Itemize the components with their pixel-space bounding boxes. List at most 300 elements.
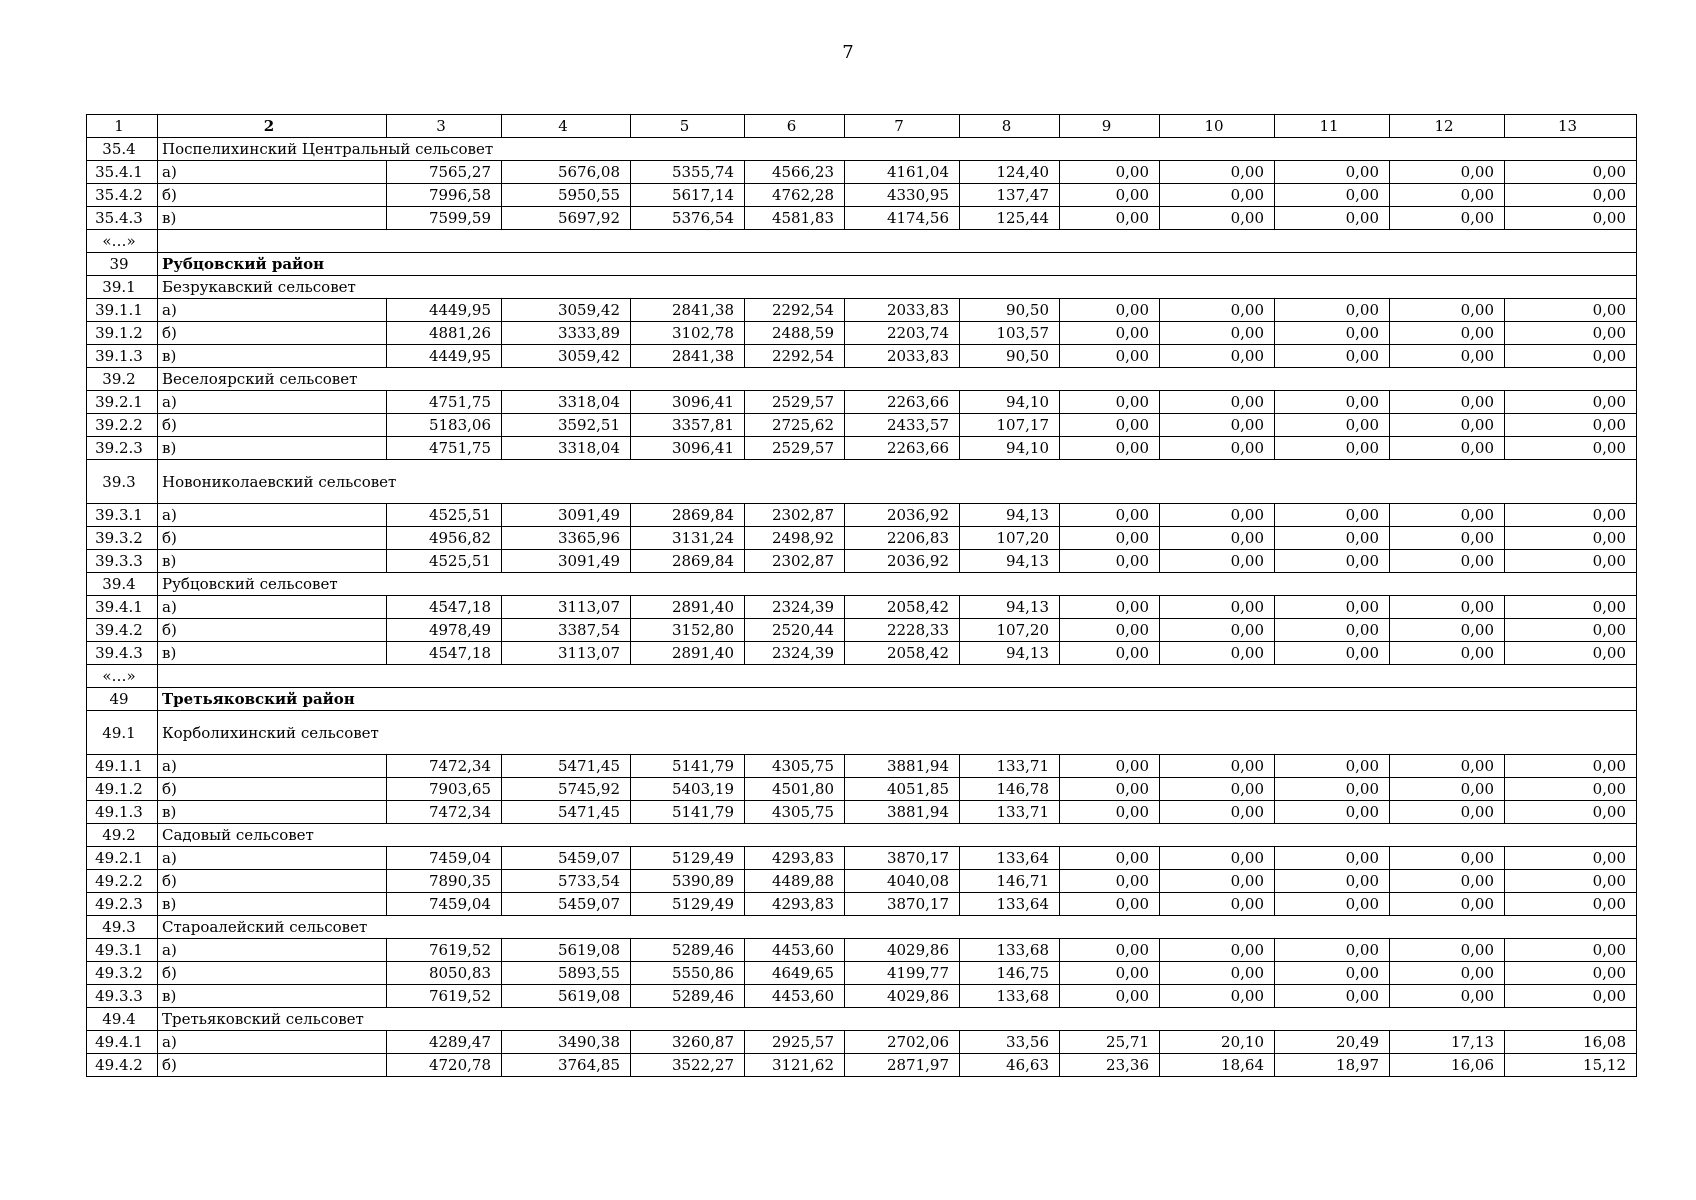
cell-col-4: 3592,51 (502, 414, 631, 437)
row-label: в) (158, 345, 387, 368)
cell-col-3: 7459,04 (387, 893, 502, 916)
row-label: б) (158, 778, 387, 801)
cell-col-5: 5550,86 (631, 962, 745, 985)
cell-col-9: 0,00 (1060, 642, 1160, 665)
cell-col-9: 0,00 (1060, 870, 1160, 893)
cell-col-4: 3113,07 (502, 596, 631, 619)
cell-col-4: 5697,92 (502, 207, 631, 230)
row-code: 39.2.2 (87, 414, 158, 437)
cell-col-11: 0,00 (1275, 642, 1390, 665)
cell-col-5: 3096,41 (631, 437, 745, 460)
row-code: 49.3.2 (87, 962, 158, 985)
cell-col-6: 2725,62 (745, 414, 845, 437)
cell-col-6: 2529,57 (745, 437, 845, 460)
cell-col-9: 0,00 (1060, 619, 1160, 642)
row-code: 39.2.1 (87, 391, 158, 414)
district-name: Третьяковский район (158, 688, 1637, 711)
cell-col-11: 0,00 (1275, 619, 1390, 642)
cell-col-10: 0,00 (1160, 642, 1275, 665)
group-code: 39.3 (87, 460, 158, 504)
row-code: 39.3.1 (87, 504, 158, 527)
cell-col-13: 0,00 (1505, 504, 1637, 527)
cell-col-11: 0,00 (1275, 962, 1390, 985)
row-code: 49.2.2 (87, 870, 158, 893)
cell-col-6: 4293,83 (745, 847, 845, 870)
cell-col-8: 133,68 (960, 985, 1060, 1008)
row-code: 49.3.1 (87, 939, 158, 962)
omission-row (87, 665, 1637, 688)
row-label: в) (158, 207, 387, 230)
cell-col-12: 0,00 (1390, 893, 1505, 916)
cell-col-5: 3260,87 (631, 1031, 745, 1054)
cell-col-5: 3096,41 (631, 391, 745, 414)
column-header-10: 10 (1160, 115, 1275, 138)
cell-col-11: 0,00 (1275, 847, 1390, 870)
cell-col-7: 2203,74 (845, 322, 960, 345)
cell-col-9: 0,00 (1060, 550, 1160, 573)
cell-col-13: 0,00 (1505, 550, 1637, 573)
cell-col-10: 0,00 (1160, 161, 1275, 184)
table-row (87, 985, 1637, 1008)
cell-col-3: 4547,18 (387, 596, 502, 619)
cell-col-11: 0,00 (1275, 755, 1390, 778)
cell-col-7: 3881,94 (845, 801, 960, 824)
cell-col-7: 3870,17 (845, 893, 960, 916)
cell-col-13: 0,00 (1505, 778, 1637, 801)
cell-col-12: 0,00 (1390, 550, 1505, 573)
row-code: 35.4.1 (87, 161, 158, 184)
cell-col-7: 4029,86 (845, 985, 960, 1008)
column-header-6: 6 (745, 115, 845, 138)
cell-col-5: 2841,38 (631, 299, 745, 322)
omission-mark: «…» (87, 230, 158, 253)
cell-col-9: 23,36 (1060, 1054, 1160, 1077)
row-label: б) (158, 527, 387, 550)
cell-col-10: 0,00 (1160, 184, 1275, 207)
cell-col-12: 16,06 (1390, 1054, 1505, 1077)
cell-col-10: 0,00 (1160, 847, 1275, 870)
cell-col-7: 4029,86 (845, 939, 960, 962)
cell-col-3: 4720,78 (387, 1054, 502, 1077)
cell-col-8: 33,56 (960, 1031, 1060, 1054)
cell-col-10: 0,00 (1160, 322, 1275, 345)
cell-col-3: 4956,82 (387, 527, 502, 550)
cell-col-7: 4051,85 (845, 778, 960, 801)
row-label: б) (158, 962, 387, 985)
cell-col-3: 8050,83 (387, 962, 502, 985)
group-name: Новониколаевский сельсовет (158, 460, 1637, 504)
cell-col-6: 4566,23 (745, 161, 845, 184)
cell-col-13: 0,00 (1505, 985, 1637, 1008)
cell-col-5: 5129,49 (631, 893, 745, 916)
cell-col-4: 5893,55 (502, 962, 631, 985)
cell-col-13: 0,00 (1505, 596, 1637, 619)
cell-col-12: 0,00 (1390, 437, 1505, 460)
cell-col-10: 0,00 (1160, 619, 1275, 642)
cell-col-9: 0,00 (1060, 778, 1160, 801)
cell-col-8: 94,13 (960, 504, 1060, 527)
cell-col-3: 4289,47 (387, 1031, 502, 1054)
column-header-4: 4 (502, 115, 631, 138)
cell-col-5: 2841,38 (631, 345, 745, 368)
row-code: 39.4.2 (87, 619, 158, 642)
cell-col-9: 25,71 (1060, 1031, 1160, 1054)
cell-col-5: 5141,79 (631, 755, 745, 778)
row-code: 49.2.1 (87, 847, 158, 870)
cell-col-11: 0,00 (1275, 527, 1390, 550)
group-code: 39.4 (87, 573, 158, 596)
row-code: 49.1.1 (87, 755, 158, 778)
row-label: а) (158, 161, 387, 184)
group-code: 39.2 (87, 368, 158, 391)
table-row (87, 207, 1637, 230)
table-row (87, 391, 1637, 414)
row-code: 49.3.3 (87, 985, 158, 1008)
table-row (87, 755, 1637, 778)
cell-col-10: 0,00 (1160, 893, 1275, 916)
cell-col-11: 0,00 (1275, 801, 1390, 824)
settlement-row (87, 1008, 1637, 1031)
cell-col-7: 2036,92 (845, 504, 960, 527)
cell-col-13: 0,00 (1505, 345, 1637, 368)
table-row (87, 596, 1637, 619)
group-code: 35.4 (87, 138, 158, 161)
cell-col-13: 0,00 (1505, 619, 1637, 642)
cell-col-5: 3131,24 (631, 527, 745, 550)
cell-col-4: 5745,92 (502, 778, 631, 801)
cell-col-6: 4305,75 (745, 755, 845, 778)
column-header-8: 8 (960, 115, 1060, 138)
cell-col-5: 3357,81 (631, 414, 745, 437)
cell-col-13: 0,00 (1505, 414, 1637, 437)
cell-col-8: 133,71 (960, 801, 1060, 824)
group-code: 49.4 (87, 1008, 158, 1031)
omission-filler (158, 230, 1637, 253)
table-row (87, 299, 1637, 322)
cell-col-7: 2702,06 (845, 1031, 960, 1054)
cell-col-4: 5676,08 (502, 161, 631, 184)
group-name: Староалейский сельсовет (158, 916, 1637, 939)
group-name: Садовый сельсовет (158, 824, 1637, 847)
table-row (87, 322, 1637, 345)
cell-col-9: 0,00 (1060, 207, 1160, 230)
cell-col-12: 0,00 (1390, 619, 1505, 642)
cell-col-8: 107,20 (960, 619, 1060, 642)
table-row (87, 893, 1637, 916)
cell-col-6: 2302,87 (745, 550, 845, 573)
cell-col-6: 4762,28 (745, 184, 845, 207)
table-row (87, 1031, 1637, 1054)
cell-col-8: 133,68 (960, 939, 1060, 962)
cell-col-9: 0,00 (1060, 847, 1160, 870)
cell-col-9: 0,00 (1060, 755, 1160, 778)
cell-col-6: 4453,60 (745, 939, 845, 962)
cell-col-9: 0,00 (1060, 939, 1160, 962)
row-label: в) (158, 437, 387, 460)
cell-col-6: 2520,44 (745, 619, 845, 642)
cell-col-4: 3318,04 (502, 437, 631, 460)
district-code: 49 (87, 688, 158, 711)
cell-col-6: 4501,80 (745, 778, 845, 801)
cell-col-12: 0,00 (1390, 962, 1505, 985)
table-row (87, 161, 1637, 184)
cell-col-6: 4489,88 (745, 870, 845, 893)
cell-col-10: 0,00 (1160, 345, 1275, 368)
table-row (87, 619, 1637, 642)
row-label: б) (158, 619, 387, 642)
table-row (87, 184, 1637, 207)
cell-col-6: 2529,57 (745, 391, 845, 414)
cell-col-12: 0,00 (1390, 345, 1505, 368)
cell-col-5: 5617,14 (631, 184, 745, 207)
cell-col-12: 0,00 (1390, 391, 1505, 414)
cell-col-7: 2033,83 (845, 299, 960, 322)
cell-col-9: 0,00 (1060, 527, 1160, 550)
cell-col-4: 3091,49 (502, 550, 631, 573)
cell-col-12: 0,00 (1390, 527, 1505, 550)
cell-col-8: 137,47 (960, 184, 1060, 207)
cell-col-4: 3113,07 (502, 642, 631, 665)
cell-col-6: 2925,57 (745, 1031, 845, 1054)
cell-col-9: 0,00 (1060, 437, 1160, 460)
settlement-row (87, 276, 1637, 299)
cell-col-7: 2228,33 (845, 619, 960, 642)
cell-col-13: 0,00 (1505, 847, 1637, 870)
cell-col-10: 0,00 (1160, 504, 1275, 527)
cell-col-13: 15,12 (1505, 1054, 1637, 1077)
table-row (87, 870, 1637, 893)
cell-col-12: 0,00 (1390, 847, 1505, 870)
cell-col-13: 0,00 (1505, 801, 1637, 824)
cell-col-10: 0,00 (1160, 437, 1275, 460)
row-label: а) (158, 755, 387, 778)
table-body (87, 115, 1637, 1077)
cell-col-8: 146,71 (960, 870, 1060, 893)
row-label: б) (158, 322, 387, 345)
table-row (87, 801, 1637, 824)
cell-col-10: 0,00 (1160, 962, 1275, 985)
cell-col-7: 4161,04 (845, 161, 960, 184)
cell-col-8: 133,64 (960, 847, 1060, 870)
district-row (87, 688, 1637, 711)
district-code: 39 (87, 253, 158, 276)
cell-col-13: 0,00 (1505, 527, 1637, 550)
omission-row (87, 230, 1637, 253)
cell-col-11: 18,97 (1275, 1054, 1390, 1077)
cell-col-13: 0,00 (1505, 893, 1637, 916)
cell-col-8: 90,50 (960, 299, 1060, 322)
cell-col-5: 5376,54 (631, 207, 745, 230)
cell-col-10: 0,00 (1160, 299, 1275, 322)
row-code: 39.3.2 (87, 527, 158, 550)
cell-col-12: 0,00 (1390, 184, 1505, 207)
cell-col-12: 0,00 (1390, 801, 1505, 824)
cell-col-6: 2488,59 (745, 322, 845, 345)
cell-col-11: 0,00 (1275, 437, 1390, 460)
table-row (87, 642, 1637, 665)
cell-col-13: 0,00 (1505, 437, 1637, 460)
cell-col-3: 7890,35 (387, 870, 502, 893)
row-label: б) (158, 870, 387, 893)
row-label: а) (158, 847, 387, 870)
cell-col-11: 0,00 (1275, 504, 1390, 527)
cell-col-6: 4581,83 (745, 207, 845, 230)
cell-col-4: 3059,42 (502, 299, 631, 322)
cell-col-7: 2058,42 (845, 596, 960, 619)
cell-col-13: 0,00 (1505, 207, 1637, 230)
cell-col-9: 0,00 (1060, 985, 1160, 1008)
cell-col-8: 124,40 (960, 161, 1060, 184)
cell-col-4: 3387,54 (502, 619, 631, 642)
omission-filler (158, 665, 1637, 688)
cell-col-5: 3102,78 (631, 322, 745, 345)
cell-col-7: 4040,08 (845, 870, 960, 893)
cell-col-11: 0,00 (1275, 322, 1390, 345)
cell-col-8: 107,20 (960, 527, 1060, 550)
cell-col-8: 94,10 (960, 391, 1060, 414)
cell-col-10: 0,00 (1160, 939, 1275, 962)
cell-col-9: 0,00 (1060, 391, 1160, 414)
cell-col-12: 0,00 (1390, 870, 1505, 893)
settlement-row (87, 573, 1637, 596)
cell-col-3: 4978,49 (387, 619, 502, 642)
table-row (87, 939, 1637, 962)
group-name: Веселоярский сельсовет (158, 368, 1637, 391)
cell-col-5: 5403,19 (631, 778, 745, 801)
cell-col-3: 4449,95 (387, 299, 502, 322)
cell-col-6: 2324,39 (745, 642, 845, 665)
row-code: 39.1.2 (87, 322, 158, 345)
cell-col-13: 16,08 (1505, 1031, 1637, 1054)
cell-col-7: 2033,83 (845, 345, 960, 368)
cell-col-6: 2324,39 (745, 596, 845, 619)
row-code: 39.1.1 (87, 299, 158, 322)
cell-col-11: 0,00 (1275, 345, 1390, 368)
cell-col-8: 103,57 (960, 322, 1060, 345)
cell-col-8: 94,13 (960, 596, 1060, 619)
cell-col-13: 0,00 (1505, 184, 1637, 207)
cell-col-6: 2292,54 (745, 345, 845, 368)
cell-col-11: 0,00 (1275, 414, 1390, 437)
cell-col-10: 0,00 (1160, 527, 1275, 550)
cell-col-3: 5183,06 (387, 414, 502, 437)
cell-col-4: 5459,07 (502, 847, 631, 870)
cell-col-11: 0,00 (1275, 985, 1390, 1008)
cell-col-11: 0,00 (1275, 391, 1390, 414)
cell-col-4: 3059,42 (502, 345, 631, 368)
district-row (87, 253, 1637, 276)
cell-col-10: 18,64 (1160, 1054, 1275, 1077)
table-row (87, 504, 1637, 527)
row-label: в) (158, 801, 387, 824)
cell-col-4: 3365,96 (502, 527, 631, 550)
group-code: 49.3 (87, 916, 158, 939)
column-header-7: 7 (845, 115, 960, 138)
cell-col-9: 0,00 (1060, 504, 1160, 527)
cell-col-11: 0,00 (1275, 778, 1390, 801)
cell-col-3: 7903,65 (387, 778, 502, 801)
settlement-row (87, 916, 1637, 939)
cell-col-9: 0,00 (1060, 299, 1160, 322)
cell-col-5: 3522,27 (631, 1054, 745, 1077)
row-label: б) (158, 1054, 387, 1077)
cell-col-10: 0,00 (1160, 414, 1275, 437)
cell-col-3: 7472,34 (387, 801, 502, 824)
cell-col-3: 4881,26 (387, 322, 502, 345)
cell-col-10: 0,00 (1160, 550, 1275, 573)
column-header-12: 12 (1390, 115, 1505, 138)
column-header-2: 2 (158, 115, 387, 138)
row-code: 35.4.2 (87, 184, 158, 207)
group-name: Безрукавский сельсовет (158, 276, 1637, 299)
cell-col-3: 4449,95 (387, 345, 502, 368)
table-row (87, 847, 1637, 870)
cell-col-4: 5733,54 (502, 870, 631, 893)
cell-col-7: 2263,66 (845, 391, 960, 414)
cell-col-11: 0,00 (1275, 596, 1390, 619)
cell-col-5: 5129,49 (631, 847, 745, 870)
row-code: 35.4.3 (87, 207, 158, 230)
table-row (87, 414, 1637, 437)
cell-col-8: 133,71 (960, 755, 1060, 778)
cell-col-8: 146,75 (960, 962, 1060, 985)
row-code: 39.2.3 (87, 437, 158, 460)
cell-col-4: 3091,49 (502, 504, 631, 527)
cell-col-6: 4453,60 (745, 985, 845, 1008)
column-header-9: 9 (1060, 115, 1160, 138)
cell-col-12: 0,00 (1390, 161, 1505, 184)
row-code: 49.1.2 (87, 778, 158, 801)
cell-col-3: 7996,58 (387, 184, 502, 207)
table-row (87, 550, 1637, 573)
row-label: в) (158, 550, 387, 573)
cell-col-3: 4525,51 (387, 550, 502, 573)
row-label: а) (158, 596, 387, 619)
settlement-row (87, 138, 1637, 161)
row-code: 49.4.1 (87, 1031, 158, 1054)
row-code: 49.4.2 (87, 1054, 158, 1077)
cell-col-12: 0,00 (1390, 322, 1505, 345)
cell-col-13: 0,00 (1505, 755, 1637, 778)
cell-col-3: 7619,52 (387, 985, 502, 1008)
cell-col-7: 3881,94 (845, 755, 960, 778)
cell-col-10: 0,00 (1160, 778, 1275, 801)
cell-col-11: 0,00 (1275, 939, 1390, 962)
cell-col-7: 2058,42 (845, 642, 960, 665)
group-code: 49.2 (87, 824, 158, 847)
settlement-row (87, 711, 1637, 755)
cell-col-11: 0,00 (1275, 870, 1390, 893)
row-code: 49.2.3 (87, 893, 158, 916)
settlement-row (87, 460, 1637, 504)
group-code: 39.1 (87, 276, 158, 299)
cell-col-13: 0,00 (1505, 299, 1637, 322)
tariff-table (86, 114, 1637, 1077)
cell-col-4: 3490,38 (502, 1031, 631, 1054)
omission-mark: «…» (87, 665, 158, 688)
cell-col-5: 2869,84 (631, 550, 745, 573)
cell-col-7: 2263,66 (845, 437, 960, 460)
cell-col-3: 4751,75 (387, 391, 502, 414)
cell-col-11: 0,00 (1275, 207, 1390, 230)
cell-col-4: 5471,45 (502, 801, 631, 824)
row-label: а) (158, 391, 387, 414)
cell-col-3: 7472,34 (387, 755, 502, 778)
cell-col-12: 17,13 (1390, 1031, 1505, 1054)
cell-col-12: 0,00 (1390, 299, 1505, 322)
table-row (87, 962, 1637, 985)
group-name: Корболихинский сельсовет (158, 711, 1637, 755)
